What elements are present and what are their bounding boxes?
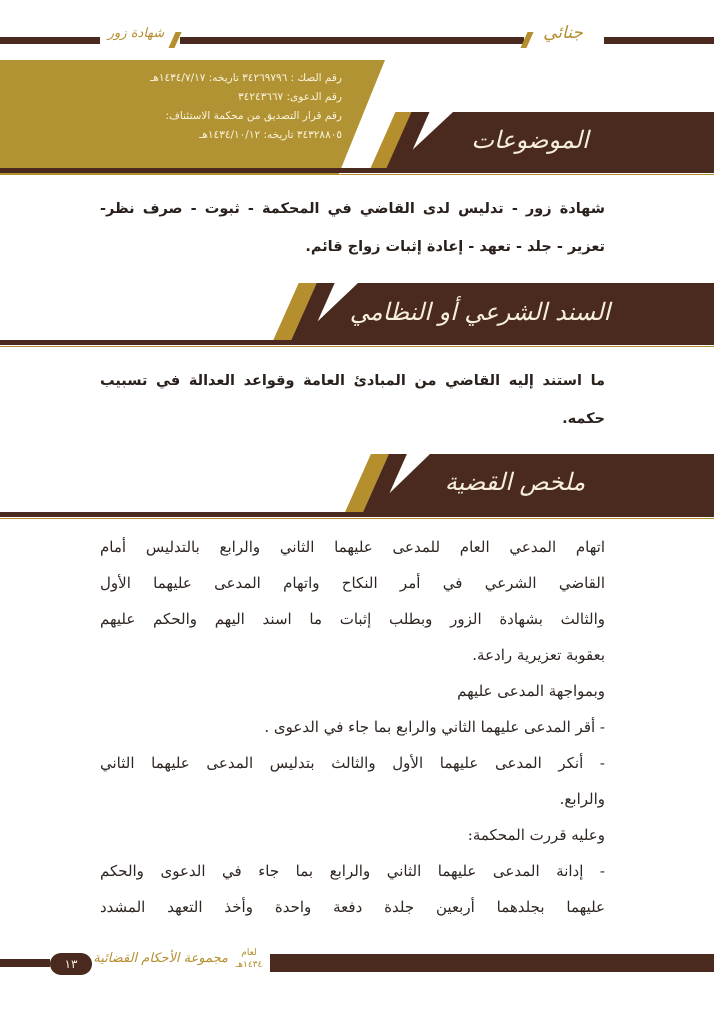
summary-line-11: عليهما بجلدهما أربعين جلدة دفعة واحدة وأخذ التعهد المشدد [100, 898, 605, 916]
summary-line-2: القاضي الشرعي في أمر النكاح واتهام المدعى عليهما الأول [100, 574, 605, 592]
ruling-appeal-label: رقم قرار التصديق من محكمة الاستئناف: [165, 110, 342, 122]
summary-line-1: اتهام المدعي العام للمدعى عليهما الثاني والرابع بالتدليس أمام [100, 538, 605, 556]
topics-line-1: شهادة زور - تدليس لدى القاضي في المحكمة - ثبوت - صرف نظر- [100, 201, 605, 217]
year-value: ١٤٣٤هـ [235, 960, 263, 970]
summary-line-10: - إدانة المدعى عليهما الثاني والرابع بما جاء في الدعوى والحكم [100, 862, 605, 880]
legal-basis-band [0, 340, 714, 345]
summary-line-7: - أنكر المدعى عليهما الأول والثالث بتدليس المدعى عليهما الثاني [100, 754, 605, 772]
summary-heading: ملخص القضية [444, 468, 586, 496]
header-section-title: جنائي [543, 23, 583, 43]
footer-left-bar [0, 959, 50, 967]
topics-band-gold-line [0, 174, 714, 175]
page-number: ١٣ [50, 953, 92, 975]
ruling-case-number: رقم الدعوى: ٣٤٢٤٣٦٦٧ [238, 91, 342, 103]
legal-basis-line-1: ما استند إليه القاضي من المبادئ العامة وقواعد العدالة في تسبيب [100, 373, 605, 389]
summary-band [0, 512, 714, 517]
year-label: لعام [241, 948, 257, 958]
topics-band [0, 168, 714, 173]
ruling-appeal-number: ٣٤٣٢٨٨٠٥ تاريخه: ١٤٣٤/١٠/١٢هـ [199, 129, 342, 141]
summary-line-9: وعليه قررت المحكمة: [467, 826, 605, 844]
legal-basis-band-gold-line [0, 346, 714, 347]
topics-line-2: تعزير - جلد - تعهد - إعادة إثبات زواج قائم. [305, 239, 605, 255]
summary-line-4: بعقوبة تعزيرية رادعة. [472, 646, 605, 664]
summary-line-6: - أقر المدعى عليهما الثاني والرابع بما جاء في الدعوى . [264, 718, 605, 736]
header-middle-bar [180, 37, 524, 44]
collection-title: مجموعة الأحكام القضائية [93, 951, 228, 966]
topics-heading: الموضوعات [471, 126, 589, 154]
summary-band-gold-line [0, 518, 714, 519]
footer-bar [270, 954, 714, 972]
collection-year [232, 947, 266, 971]
ruling-deed-number: رقم الصك : ٣٤٢٦٩٧٩٦ تاريخه: ١٤٣٤/٧/١٧هـ [150, 72, 342, 84]
summary-line-3: والثالث بشهادة الزور وبطلب إثبات ما اسند اليهم والحكم عليهم [100, 610, 605, 628]
summary-line-8: والرابع. [559, 790, 605, 808]
legal-basis-heading: السند الشرعي أو النظامي [349, 298, 611, 326]
legal-basis-line-2: حكمه. [562, 411, 605, 427]
header-category-title: شهادة زور [107, 26, 165, 41]
header-left-bar [0, 37, 100, 44]
summary-line-5: وبمواجهة المدعى عليهم [457, 682, 605, 700]
header-right-bar [604, 37, 714, 44]
